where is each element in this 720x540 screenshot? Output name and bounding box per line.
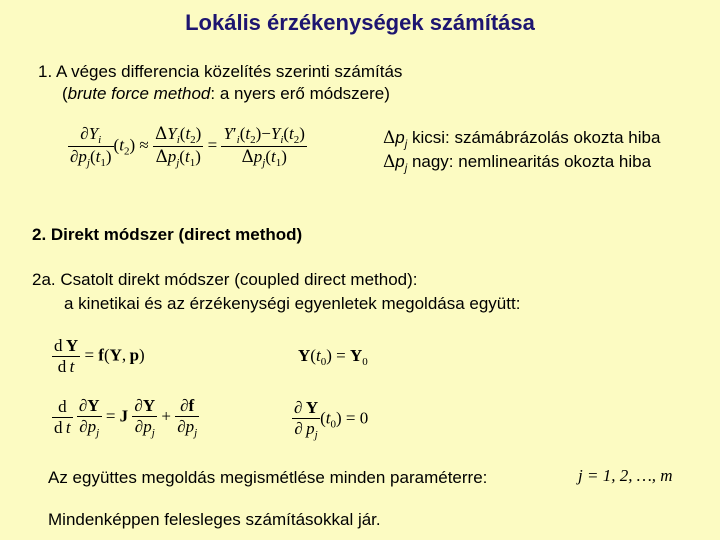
note-large-delta: $\Delta p_j$ nagy: nemlinearitás okozta hiba <box>383 152 652 175</box>
section2-heading: 2. Direkt módszer (direct method) <box>32 225 303 244</box>
page-title: Lokális érzékenységek számítása <box>185 10 535 35</box>
note-small-delta: $\Delta p_j$ kicsi: számábrázolás okozta hiba <box>383 128 661 151</box>
sensitivity-equation: $\frac{d}{\text{d t}}$ $\frac{\partial Y}{\partial p_j}$ = J $\frac{\partial Y}{\partial p_j}$ + $\frac{\partial f}{\partial p_j}$ <box>54 396 198 439</box>
initial-condition: $Y(t_0) = Y_0$ <box>298 346 368 368</box>
section1-subheading: (brute force method: a nyers erő módszere) <box>62 84 390 103</box>
conclusion-text: Mindenképpen felesleges számításokkal jár. <box>48 510 381 529</box>
repeat-formula: j = 1, 2, …, m <box>578 466 673 485</box>
sensitivity-initial-condition: $\frac{\partial Y}{\partial p_j}$ $(t_0) = 0$ <box>294 398 369 441</box>
section2a-heading: 2a. Csatolt direkt módszer (coupled direct method): <box>32 270 418 289</box>
finite-difference-formula: $\frac{\partial Y_i}{\partial p_j(t_1)}$ $(t_2)$ ≈ $\frac{\Delta Y_i(t_2)}{\Delta p_j(t_1)}$ = $\frac{Y'_i(t_2)-Y_i(t_2)}{\Delta p_j(t_1)}$ <box>70 124 305 169</box>
section2a-subheading: a kinetikai és az érzékenységi egyenletek megoldása együtt: <box>64 294 521 313</box>
section1-heading: 1. A véges differencia közelítés szerinti számítás <box>38 62 403 81</box>
repeat-text: Az együttes megoldás megismétlése minden paraméterre: <box>48 468 488 487</box>
kinetic-equation: $\frac{\text{d Y}}{\text{d t}}$ = f(Y, p) <box>54 336 145 376</box>
